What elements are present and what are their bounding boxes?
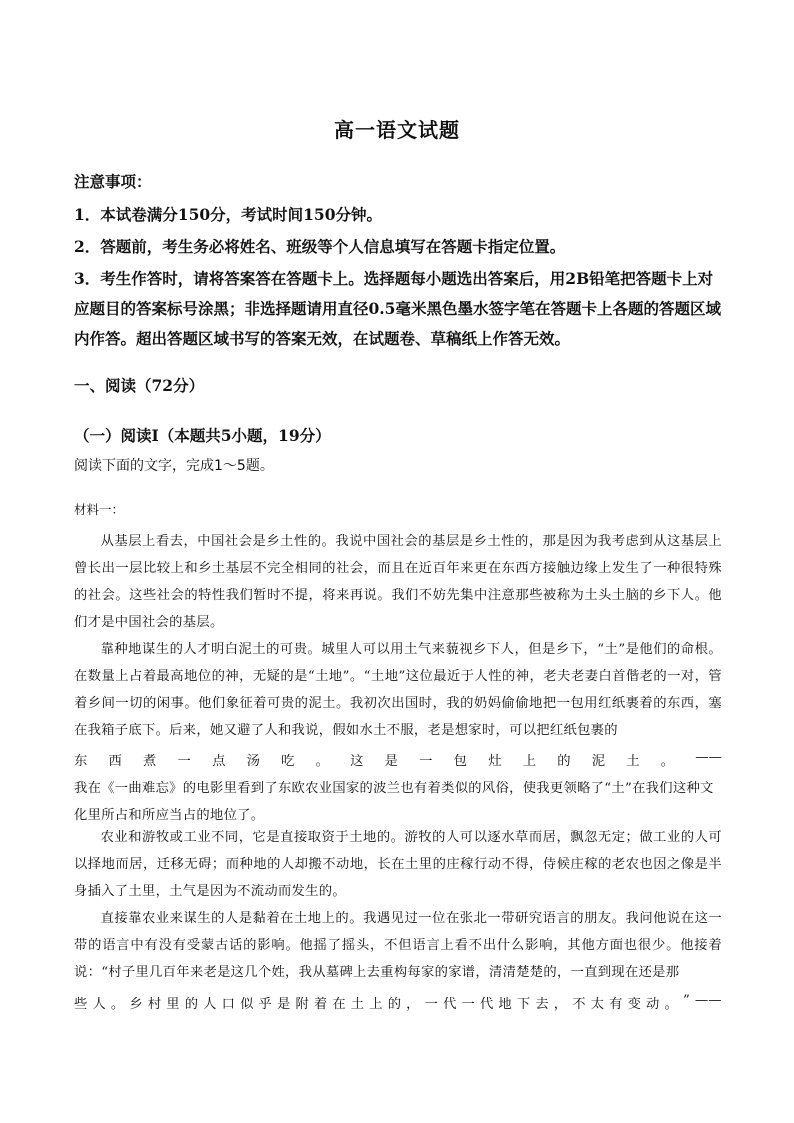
paragraph: 靠种地谋生的人才明白泥土的可贵。城里人可以用土气来藐视乡下人，但是乡下，“土”是他们的命根。在数量上占着最高地位的神，无疑的是“土地”。“土地”这位最近于人性的神，老夫老妻白首偕老的一对，管着乡间一切的闲事。他们象征着可贵的泥土。我初次出国时，我的奶妈偷偷地把一包用红纸裹着的东西，塞在我箱子底下。后来，她又避了人和我说，假如水土不服，老是想家时，可以把红纸包裹的 [74, 642, 722, 738]
justified-char: 下 [516, 997, 531, 1012]
paragraph: 农业和游牧或工业不同，它是直接取资于土地的。游牧的人可以逐水草而居，飘忽无定；做工业的人可以择地而居，迁移无碍；而种地的人却搬不动地，长在土里的庄稼行动不得，侍候庄稼的老农也因之像是半身插入了土里，土气是因为不流动而发生的。 [74, 830, 722, 899]
justified-char: 似 [240, 997, 254, 1012]
justified-char: 。 [664, 997, 678, 1012]
justified-char: 口 [221, 997, 235, 1012]
justified-char: 地 [498, 997, 512, 1012]
page-title: 高一语文试题 [334, 118, 460, 142]
justified-char: 上 [522, 754, 536, 769]
justified-char: 土 [350, 997, 365, 1012]
justified-char: 是 [276, 997, 291, 1012]
justified-char: 点 [212, 754, 226, 769]
justified-char: 些 [74, 997, 88, 1012]
section-heading: 一、阅读（72分） [74, 376, 205, 395]
justified-char: 吃 [281, 754, 295, 769]
justified-char: 太 [590, 997, 604, 1012]
justified-char: 一 [461, 997, 475, 1012]
notice-heading: 注意事项： [74, 172, 152, 191]
justified-char: 乡 [129, 997, 143, 1012]
justified-char: 去 [535, 997, 549, 1012]
justified-char: 着 [313, 997, 328, 1012]
notice-item: 1．本试卷满分150分，考试时间150分钟。 [74, 205, 382, 224]
justified-char: 的 [184, 997, 199, 1012]
justified-char: 西 [108, 754, 122, 769]
justified-char: 一 [177, 754, 191, 769]
justified-char: 附 [295, 997, 309, 1012]
justified-char: ” [682, 993, 690, 1008]
subsection-heading: （一）阅读I（本题共5小题，19分） [74, 426, 331, 445]
instruction-text: 阅读下面的文字，完成1～5题。 [74, 458, 274, 474]
justified-char: 灶 [488, 754, 502, 769]
justified-line [74, 993, 722, 1012]
justified-char: 有 [609, 997, 623, 1012]
justified-char: 动 [646, 997, 660, 1012]
justified-char: 包 [453, 754, 467, 769]
paragraph-continuation: 我在《一曲难忘》的电影里看到了东欧农业国家的波兰也有着类似的风俗，使我更领略了“土”在我们这种文化里所占和所应当占的地位了。 [74, 781, 714, 823]
justified-char: 上 [369, 997, 383, 1012]
justified-char: 不 [572, 997, 586, 1012]
justified-char: 在 [332, 997, 346, 1012]
notice-item: 3．考生作答时，请将答案答在答题卡上。选择题每小题选出答案后，用2B铅笔把答题卡上对应题目的答案标号涂黑；非选择题请用直径0.5毫米黑色墨水签字笔在答题卡上各题的答题区域内作答。超出答题区域书写的答案无效，在试题卷、草稿纸上作答无效。 [74, 269, 721, 348]
justified-char: ， [553, 997, 568, 1012]
notice-item: 2．答题前，考生务必将姓名、班级等个人信息填写在答题卡指定位置。 [74, 237, 566, 256]
justified-char: 。 [660, 754, 675, 769]
justified-char: 。 [315, 754, 329, 769]
justified-char: 的 [557, 754, 571, 769]
justified-char: 煮 [143, 754, 157, 769]
justified-char: —— [694, 993, 722, 1008]
justified-char: 土 [626, 754, 640, 769]
material-label: 材料一： [74, 502, 125, 517]
justified-char: 乎 [258, 997, 272, 1012]
justified-char: 代 [443, 997, 457, 1012]
justified-char: 村 [147, 997, 162, 1012]
paragraph: 从基层上看去，中国社会是乡土性的。我说中国社会的基层是乡土性的，那是因为我考虑到从这基层上曾长出一层比较上和乡土基层不完全相同的社会，而且在近百年来更在东西方接触边缘上发生了一种很特殊的社会。这些社会的特性我们暂时不提，将来再说。我们不妨先集中注意那些被称为土头土脑的乡下人。他们才是中国社会的基层。 [74, 534, 722, 630]
justified-char: 的 [387, 997, 401, 1012]
justified-char: 代 [479, 997, 494, 1012]
justified-char: 人 [203, 997, 217, 1012]
justified-char: 。 [110, 997, 125, 1012]
justified-char: 变 [627, 997, 641, 1012]
justified-char: 里 [166, 997, 180, 1012]
justified-char: 泥 [591, 754, 606, 769]
justified-char: ， [406, 997, 420, 1012]
justified-char: 汤 [246, 754, 260, 769]
justified-char: 人 [92, 997, 106, 1012]
justified-char: 一 [419, 754, 433, 769]
justified-char: 这 [350, 754, 364, 769]
justified-char: 一 [424, 997, 438, 1012]
justified-char: 东 [74, 754, 88, 769]
justified-char: —— [695, 750, 722, 765]
paragraph: 直接靠农业来谋生的人是黏着在土地上的。我遇见过一位在张北一带研究语言的朋友。我问他说在这一带的语言中有没有受蒙古话的影响。他摇了摇头，不但语言上看不出什么影响，其他方面也很少。他接着说：“村子里几百年来老是这几个姓，我从墓碑上去重构每家的家谱，清清楚楚的，一直到现在还是那 [74, 911, 722, 980]
justified-line [74, 750, 722, 769]
justified-char: 是 [384, 754, 398, 769]
